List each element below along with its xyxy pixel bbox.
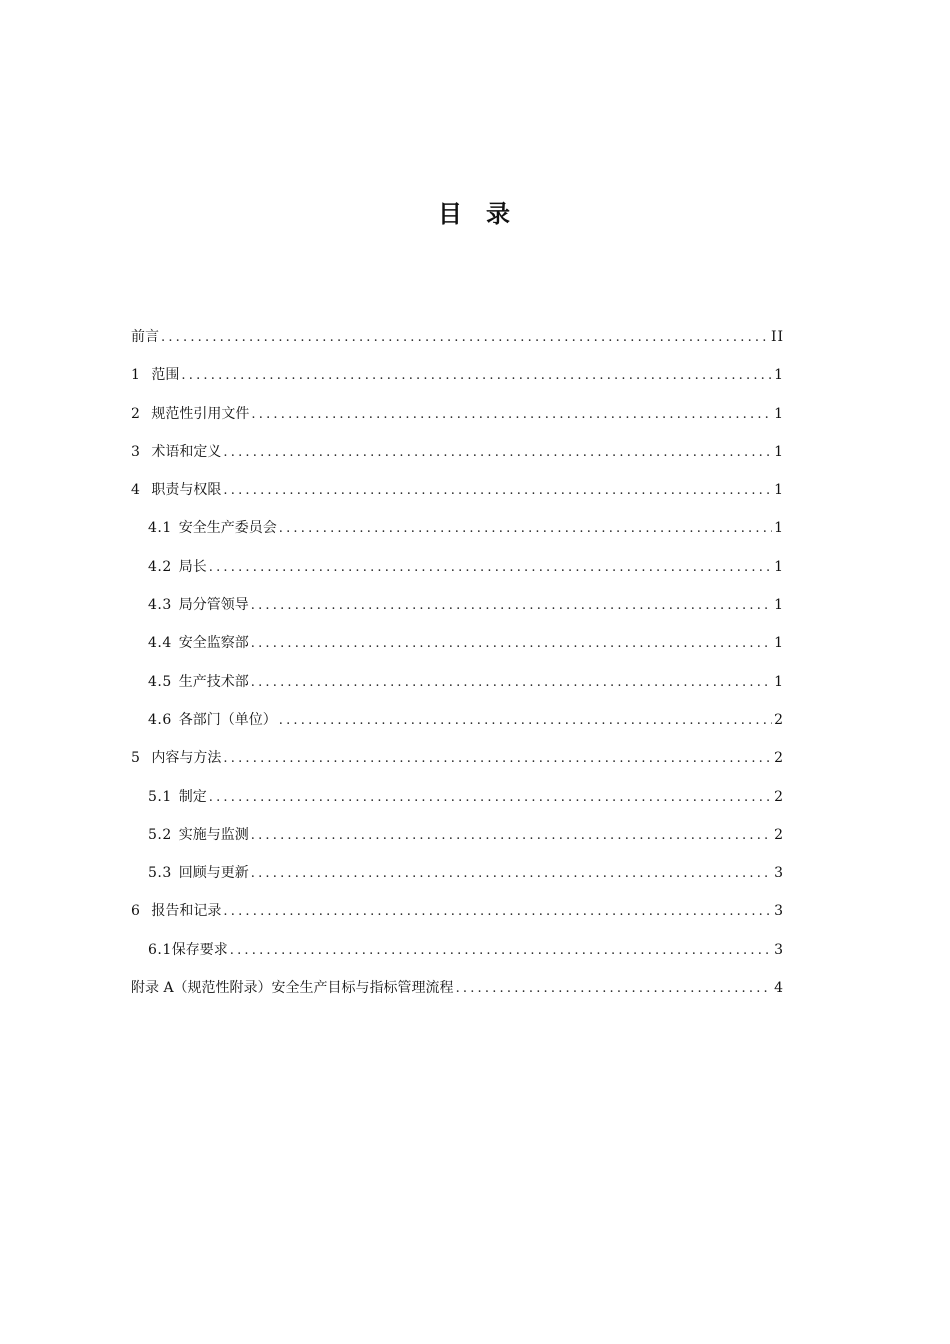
toc-entry-number: 3 <box>131 443 141 460</box>
toc-entry-page-number: 3 <box>774 903 784 920</box>
toc-entry-page-number: 1 <box>774 673 784 690</box>
toc-entry-number: 2 <box>131 405 141 422</box>
toc-entry-number: 1 <box>131 367 141 384</box>
toc-dot-leader <box>456 980 773 998</box>
toc-dot-leader <box>279 712 772 730</box>
toc-entry-label: 前言 <box>131 329 159 345</box>
toc-dot-leader <box>181 367 772 385</box>
toc-entry-number: 6 <box>131 903 141 920</box>
toc-entry[interactable] <box>131 615 784 653</box>
toc-dot-leader <box>230 942 772 960</box>
toc-entry-label: 内容与方法 <box>151 750 222 767</box>
toc-dot-leader <box>251 406 772 424</box>
toc-entry[interactable] <box>131 653 784 691</box>
toc-entry-label: 局长 <box>178 558 207 575</box>
toc-entry-page-number: 1 <box>774 405 784 422</box>
toc-entry[interactable] <box>131 577 784 615</box>
toc-entry-page-number: 2 <box>774 826 784 843</box>
toc-entry-number: 5.3 <box>148 865 172 882</box>
toc-entry[interactable] <box>131 960 784 998</box>
toc-dot-leader <box>279 520 772 538</box>
toc-entry-number: 4 <box>131 482 141 499</box>
toc-entry-page-number: 1 <box>774 443 784 460</box>
toc-entry[interactable] <box>131 883 784 921</box>
toc-entry-label: 回顾与更新 <box>178 865 249 882</box>
toc-entry-page-number: 1 <box>774 482 784 499</box>
toc-dot-leader <box>251 865 772 883</box>
toc-entry-page-number: 1 <box>774 520 784 537</box>
toc-entry[interactable] <box>131 845 784 883</box>
toc-entry-page-number: 2 <box>774 788 784 805</box>
toc-dot-leader <box>251 827 772 845</box>
toc-entry-page-number: 1 <box>774 367 784 384</box>
toc-entry-label: 安全生产委员会 <box>178 520 277 537</box>
toc-entry-label: 范围 <box>151 367 180 384</box>
toc-entry-label: 保存要求 <box>171 941 228 958</box>
toc-dot-leader <box>223 482 772 500</box>
toc-entry[interactable] <box>131 385 784 423</box>
toc-entry-page-number: 2 <box>774 750 784 767</box>
toc-dot-leader <box>223 903 772 921</box>
toc-entry-label: 术语和定义 <box>151 443 222 460</box>
toc-dot-leader <box>251 674 772 692</box>
toc-entry-number: 4.1 <box>148 520 172 537</box>
toc-entry[interactable] <box>131 424 784 462</box>
toc-entry-label: 报告和记录 <box>151 903 222 920</box>
toc-entry-label: 附录 A（规范性附录）安全生产目标与指标管理流程 <box>131 980 454 997</box>
table-of-contents <box>131 327 784 998</box>
toc-entry-label: 制定 <box>178 788 207 805</box>
toc-entry-page-number: 2 <box>774 711 784 728</box>
toc-dot-leader <box>251 635 772 653</box>
toc-entry[interactable] <box>131 538 784 576</box>
toc-entry-page-number: 3 <box>774 941 784 958</box>
toc-entry-label: 局分管领导 <box>178 597 249 614</box>
toc-entry-label: 各部门（单位） <box>178 711 277 728</box>
toc-dot-leader <box>223 444 772 462</box>
toc-entry[interactable] <box>131 921 784 959</box>
toc-entry[interactable] <box>131 347 784 385</box>
toc-entry-number: 4.3 <box>148 597 172 614</box>
toc-entry[interactable] <box>131 462 784 500</box>
toc-dot-leader <box>161 329 769 347</box>
toc-entry-number: 6.1 <box>148 941 172 958</box>
toc-entry-page-number: II <box>770 329 784 345</box>
toc-entry-number: 4.5 <box>148 673 172 690</box>
toc-dot-leader <box>223 750 772 768</box>
page-title-char-1: 目 <box>438 200 464 228</box>
toc-entry-label: 规范性引用文件 <box>151 405 250 422</box>
toc-entry-number: 4.6 <box>148 711 172 728</box>
toc-entry-label: 职责与权限 <box>151 482 222 499</box>
toc-entry-number: 5.2 <box>148 826 172 843</box>
toc-entry-label: 生产技术部 <box>178 673 249 690</box>
page-title-char-2: 录 <box>486 200 512 228</box>
toc-entry-number: 5.1 <box>148 788 172 805</box>
toc-entry-label: 安全监察部 <box>178 635 249 652</box>
toc-entry-page-number: 1 <box>774 597 784 614</box>
toc-entry-number: 4.4 <box>148 635 172 652</box>
toc-entry-label: 实施与监测 <box>178 826 249 843</box>
toc-entry[interactable] <box>131 807 784 845</box>
toc-dot-leader <box>209 559 772 577</box>
toc-entry[interactable] <box>131 692 784 730</box>
toc-entry[interactable] <box>131 500 784 538</box>
toc-entry-page-number: 3 <box>774 865 784 882</box>
toc-entry[interactable] <box>131 730 784 768</box>
toc-dot-leader <box>251 597 772 615</box>
toc-entry[interactable] <box>131 327 784 347</box>
toc-entry[interactable] <box>131 768 784 806</box>
toc-entry-page-number: 1 <box>774 635 784 652</box>
page-title <box>0 194 950 229</box>
toc-entry-page-number: 1 <box>774 558 784 575</box>
toc-dot-leader <box>209 789 772 807</box>
toc-entry-number: 4.2 <box>148 558 172 575</box>
toc-entry-number: 5 <box>131 750 141 767</box>
toc-entry-page-number: 4 <box>774 980 784 997</box>
